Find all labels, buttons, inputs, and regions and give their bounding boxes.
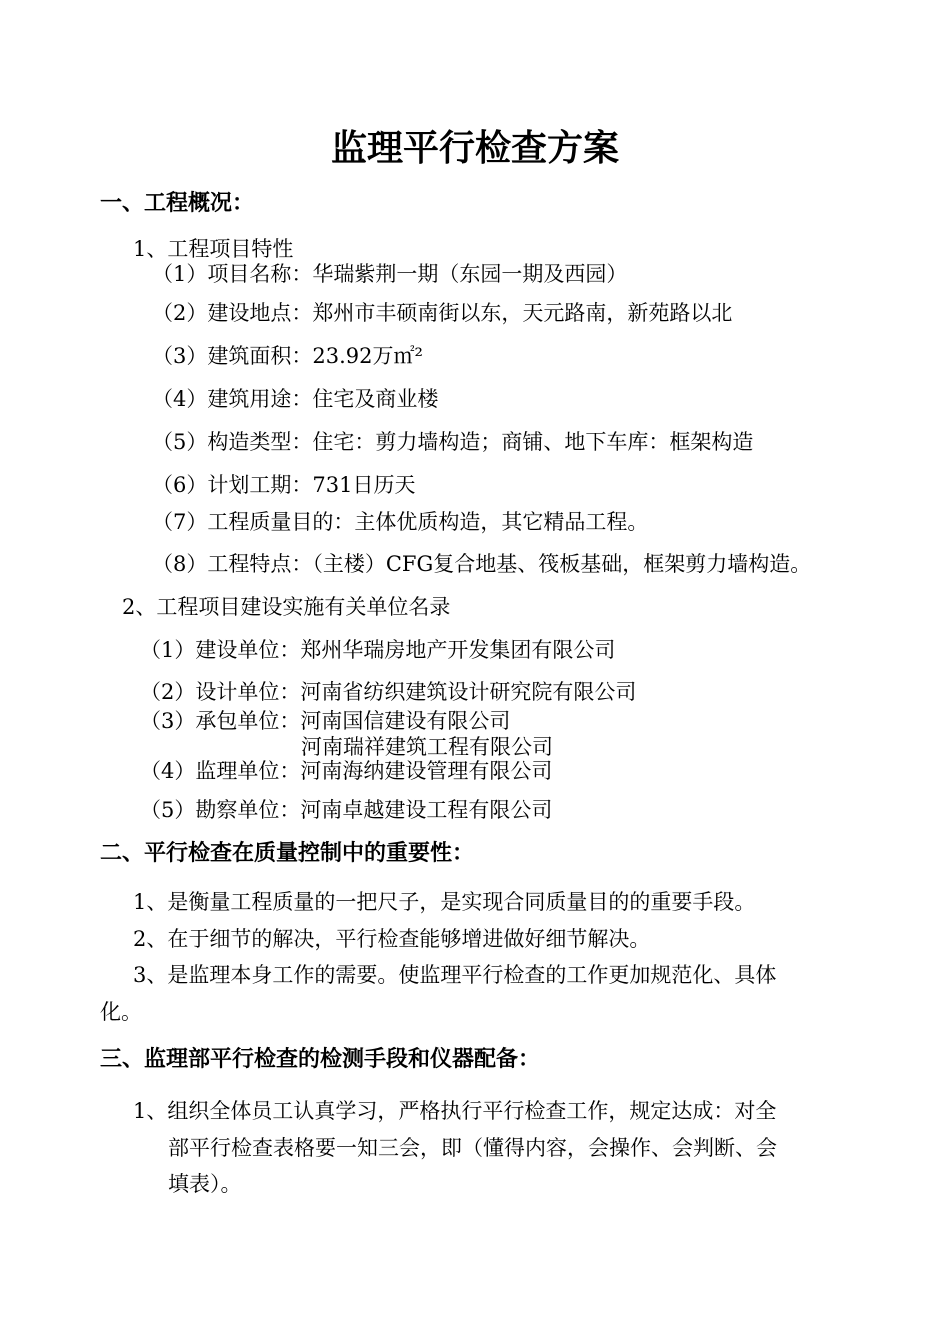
structure-type-line: （5）构造类型：住宅：剪力墙构造；商铺、地下车库：框架构造	[152, 430, 754, 454]
method-item-1: 1、组织全体员工认真学习，严格执行平行检查工作，规定达成：对全	[133, 1099, 777, 1123]
importance-item-1: 1、是衡量工程质量的一把尺子，是实现合同质量目的的重要手段。	[133, 890, 756, 914]
section-3-heading: 三、监理部平行检查的检测手段和仪器配备：	[100, 1046, 541, 1072]
site-location-line: （2）建设地点：郑州市丰硕南街以东，天元路南，新苑路以北	[152, 301, 733, 325]
subsection-1-1-heading: 1、工程项目特性	[133, 237, 294, 261]
planned-duration-line: （6）计划工期：731日历天	[152, 473, 416, 497]
page-title: 监理平行检查方案	[330, 127, 619, 169]
subsection-1-2-heading: 2、工程项目建设实施有关单位名录	[122, 595, 451, 619]
project-features-line: （8）工程特点：（主楼）CFG复合地基、筏板基础，框架剪力墙构造。	[152, 552, 812, 576]
contractor-unit-line: （3）承包单位：河南国信建设有限公司	[140, 709, 511, 733]
method-item-1-cont-1: 部平行检查表格要一知三会，即（懂得内容，会操作、会判断、会	[168, 1136, 777, 1160]
importance-item-2: 2、在于细节的解决，平行检查能够增进做好细节解决。	[133, 927, 651, 951]
building-area-line: （3）建筑面积：23.92万㎡²	[152, 344, 423, 368]
quality-goal-line: （7）工程质量目的：主体优质构造，其它精品工程。	[152, 510, 649, 534]
design-unit-line: （2）设计单位：河南省纺织建筑设计研究院有限公司	[140, 680, 637, 704]
project-name-line: （1）项目名称：华瑞紫荆一期（东园一期及西园）	[152, 262, 628, 286]
importance-item-3-cont: 化。	[100, 1000, 142, 1024]
section-2-heading: 二、平行检查在质量控制中的重要性：	[100, 840, 475, 866]
section-1-heading: 一、工程概况：	[100, 190, 255, 216]
survey-unit-line: （5）勘察单位：河南卓越建设工程有限公司	[140, 798, 553, 822]
importance-item-3: 3、是监理本身工作的需要。使监理平行检查的工作更加规范化、具体	[133, 963, 777, 987]
contractor-unit-line-2: 河南瑞祥建筑工程有限公司	[301, 735, 553, 759]
construction-unit-line: （1）建设单位：郑州华瑞房地产开发集团有限公司	[140, 638, 616, 662]
method-item-1-cont-2: 填表）。	[168, 1172, 242, 1196]
building-use-line: （4）建筑用途：住宅及商业楼	[152, 387, 439, 411]
supervision-unit-line: （4）监理单位：河南海纳建设管理有限公司	[140, 759, 553, 783]
